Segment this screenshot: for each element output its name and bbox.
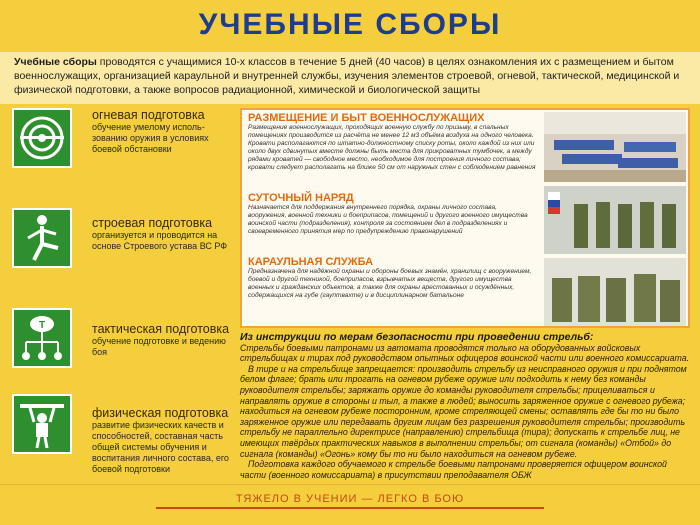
training-desc: обучение умелому исполь-зованию оружия в условиях боевой обстановки — [92, 122, 209, 154]
section-duty — [248, 192, 536, 236]
training-title: тактическая подготовка — [92, 322, 230, 336]
duty-photo — [544, 186, 686, 254]
footer — [0, 484, 700, 514]
instructions-paragraph: Подготовка каждого обучаемого к стрельбе боевыми патронами проверяется офицером воинской части (военного комиссариата) в присутствии преподавателя ОБЖ — [240, 459, 667, 480]
training-desc: организуется и проводится на основе Строевого устава ВС РФ — [92, 230, 228, 251]
guard-photo — [544, 258, 686, 326]
marching-figure-icon — [12, 208, 72, 268]
target-icon — [12, 108, 72, 168]
intro-text: проводятся с учащимися 10-х классов в течение 5 дней (40 часов) в целях ознакомления их с размещением и бытом военнослужащих, организацией караульной и внутренней службы, изучения элементов строевой, огневой, тактической, медицинской и физической подготовки, а также вопросов радиационной, химической и биологической защиты — [14, 56, 680, 96]
barracks-photo — [544, 112, 686, 182]
svg-text:T: T — [38, 320, 46, 331]
section-title: КАРАУЛЬНАЯ СЛУЖБА — [248, 256, 374, 268]
training-title: физическая подготовка — [92, 406, 229, 420]
training-desc: развитие физических качеств и способностей, составная часть общей системы обучения и воспитания личного состава, его боевой подготовки — [92, 420, 229, 474]
footer-motto: ТЯЖЕЛО В УЧЕНИИ — ЛЕГКО В БОЮ — [156, 493, 544, 509]
section-title: РАЗМЕЩЕНИЕ И БЫТ ВОЕННОСЛУЖАЩИХ — [248, 112, 485, 124]
instructions-paragraph: В тире и на стрельбище запрещается: производить стрельбу из неисправного оружия и при поднятом белом флаге; брать или трогать на огневом рубеже оружие или подходить к нему без команды руководителя стрельбы; заряжать оружие до команды руководителя стрельбы; прицеливаться и направлять оружие в стороны и тыл, а также в людей; выносить заряженное оружие с огневого рубежа; находиться на огневом рубеже посторонним, кроме стреляющей смены; оставлять где бы то ни было заряженное оружие или передавать другим лицам без разрешения руководителя стрельбы; производить стрельбу не параллельно директрисе (направлению) стрельбища (тира); допускать к стрельбе лиц, не имеющих твёрдых практических навыков в выполнении стрельбы; от сигнала (команды) «Отбой» до сигнала (команды) «Огонь» кому бы то ни было находиться на огневом рубеже. — [240, 363, 687, 459]
instructions-title: Из инструкции по мерам безопасности при проведении стрельб: — [240, 331, 594, 343]
training-title: огневая подготовка — [92, 108, 205, 122]
section-text: Назначается для поддержания внутреннего порядка, охраны личного состава, вооружения, военной техники и боеприпасов, помещений и другого военного имущества воинской части (подразделения), контроля за состоянием дел в подразделениях и своевременного принятия мер по предупреждению правонарушений — [248, 204, 528, 235]
training-title: строевая подготовка — [92, 216, 213, 230]
section-guard — [248, 256, 536, 300]
intro-paragraph — [0, 52, 700, 104]
section-title: СУТОЧНЫЙ НАРЯД — [248, 192, 354, 204]
tactics-diagram-icon — [12, 308, 72, 368]
safety-instructions — [240, 332, 690, 482]
pullup-figure-icon — [12, 394, 72, 454]
section-text: Размещение военнослужащих, проходящих военную службу по призыву, в спальных помещениях производится из расчёта не менее 12 м3 объёма воздуха на одного человека. Кровати располагаются по штатно-должностному списку роты, около каждой из них или около двух сдвинутых вместе должны быть места для прикроватных тумбочек, а между рядами кроватей — свободное место, необходимое для построения личного состава; кровати следует располагать на ближе 50 см от наружных стен с соблюдением равнения — [248, 124, 536, 171]
intro-bold: Учебные сборы — [14, 56, 97, 68]
service-panel — [240, 108, 690, 328]
page-title: УЧЕБНЫЕ СБОРЫ — [198, 8, 502, 41]
section-text: Предназначена для надёжной охраны и обороны боевых знамён, хранилищ с вооружением, боевой и другой техникой, боеприпасов, взрывчатых веществ, другого имущества военных и гражданских объектов, а также для охраны арестованных и осуждённых, содержащихся на губе (гауптвахте) и в дисциплинарном батальоне — [248, 268, 532, 299]
training-desc: обучение подготовке и ведению боя — [92, 336, 226, 357]
instructions-paragraph: Стрельбы боевыми патронами из автомата проводятся только на оборудованных войсковых стрельбищах и тирах под руководством опытных офицеров воинской части или военного комиссариата. — [240, 342, 690, 364]
section-barracks — [248, 112, 536, 172]
